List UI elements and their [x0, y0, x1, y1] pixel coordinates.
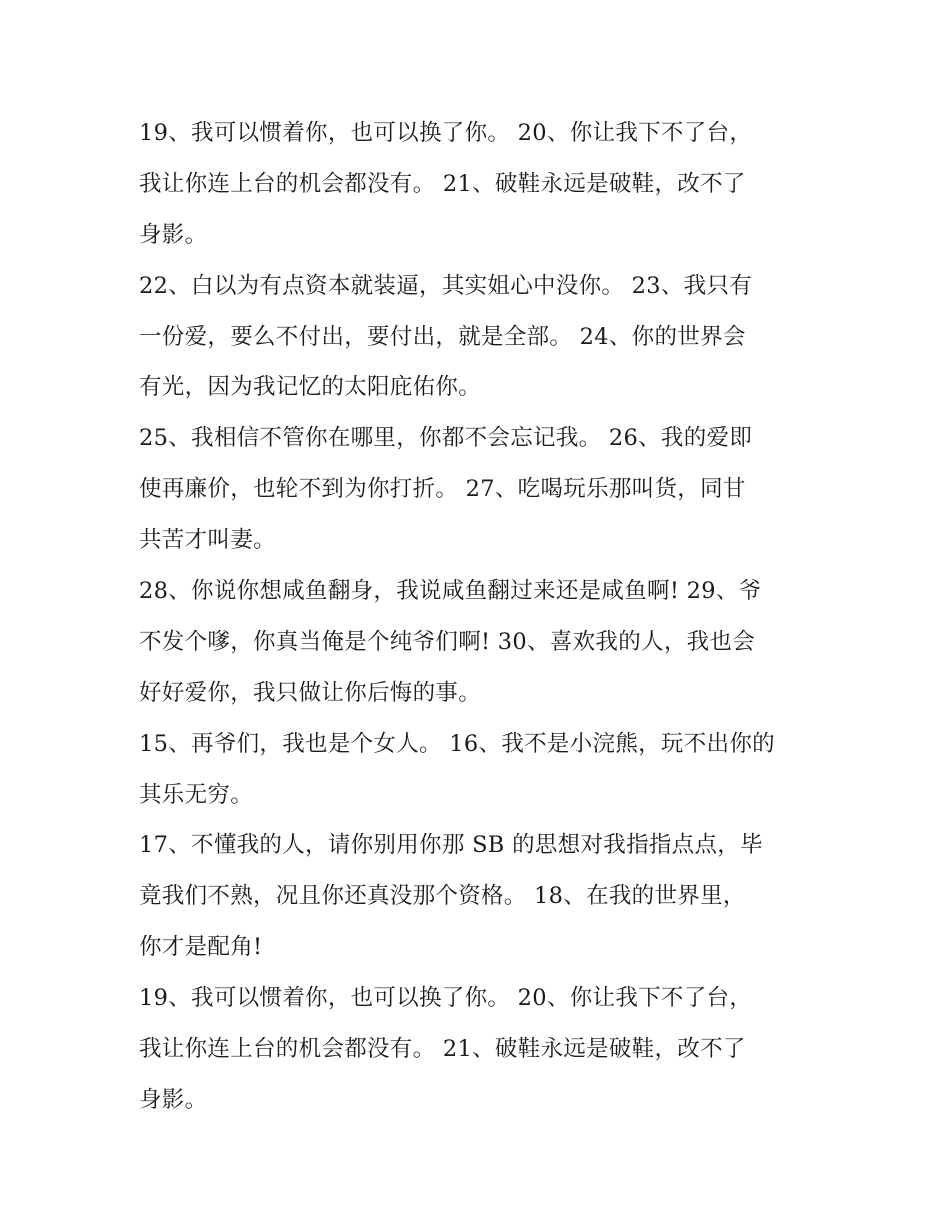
text-line: 共苦才叫妻。: [139, 527, 276, 554]
text-line: 17、不懂我的人，请你别用你那 SB 的思想对我指指点点，毕: [139, 832, 763, 859]
text-line: 我让你连上台的机会都没有。 21、破鞋永远是破鞋，改不了: [139, 1036, 746, 1063]
text-line: 竟我们不熟，况且你还真没那个资格。 18、在我的世界里，: [139, 883, 746, 910]
text-line: 15、再爷们，我也是个女人。 16、我不是小浣熊，玩不出你的: [139, 730, 775, 757]
text-line: 其乐无穷。: [139, 781, 254, 808]
document-body: [139, 108, 819, 1126]
text-line: 28、你说你想咸鱼翻身，我说咸鱼翻过来还是咸鱼啊! 29、爷: [139, 578, 762, 605]
text-line: 使再廉价，也轮不到为你打折。 27、吃喝玩乐那叫货，同甘: [139, 476, 746, 503]
text-line: 一份爱，要么不付出，要付出，就是全部。 24、你的世界会: [139, 323, 746, 350]
text-line: 身影。: [139, 1086, 208, 1113]
text-line: 不发个嗲，你真当俺是个纯爷们啊! 30、喜欢我的人，我也会: [139, 628, 756, 655]
text-line: 22、白以为有点资本就装逼，其实姐心中没你。 23、我只有: [139, 272, 753, 299]
text-line: 我让你连上台的机会都没有。 21、破鞋永远是破鞋，改不了: [139, 170, 746, 197]
text-line: 19、我可以惯着你，也可以换了你。 20、你让我下不了台，: [139, 985, 753, 1012]
text-line: 你才是配角!: [139, 934, 263, 961]
text-line: 好好爱你，我只做让你后悔的事。: [139, 679, 482, 706]
text-line: 19、我可以惯着你，也可以换了你。 20、你让我下不了台，: [139, 120, 753, 146]
text-line: 25、我相信不管你在哪里，你都不会忘记我。 26、我的爱即: [139, 425, 753, 452]
text-line: 身影。: [139, 221, 208, 248]
text-line: 有光，因为我记忆的太阳庇佑你。: [139, 374, 482, 401]
